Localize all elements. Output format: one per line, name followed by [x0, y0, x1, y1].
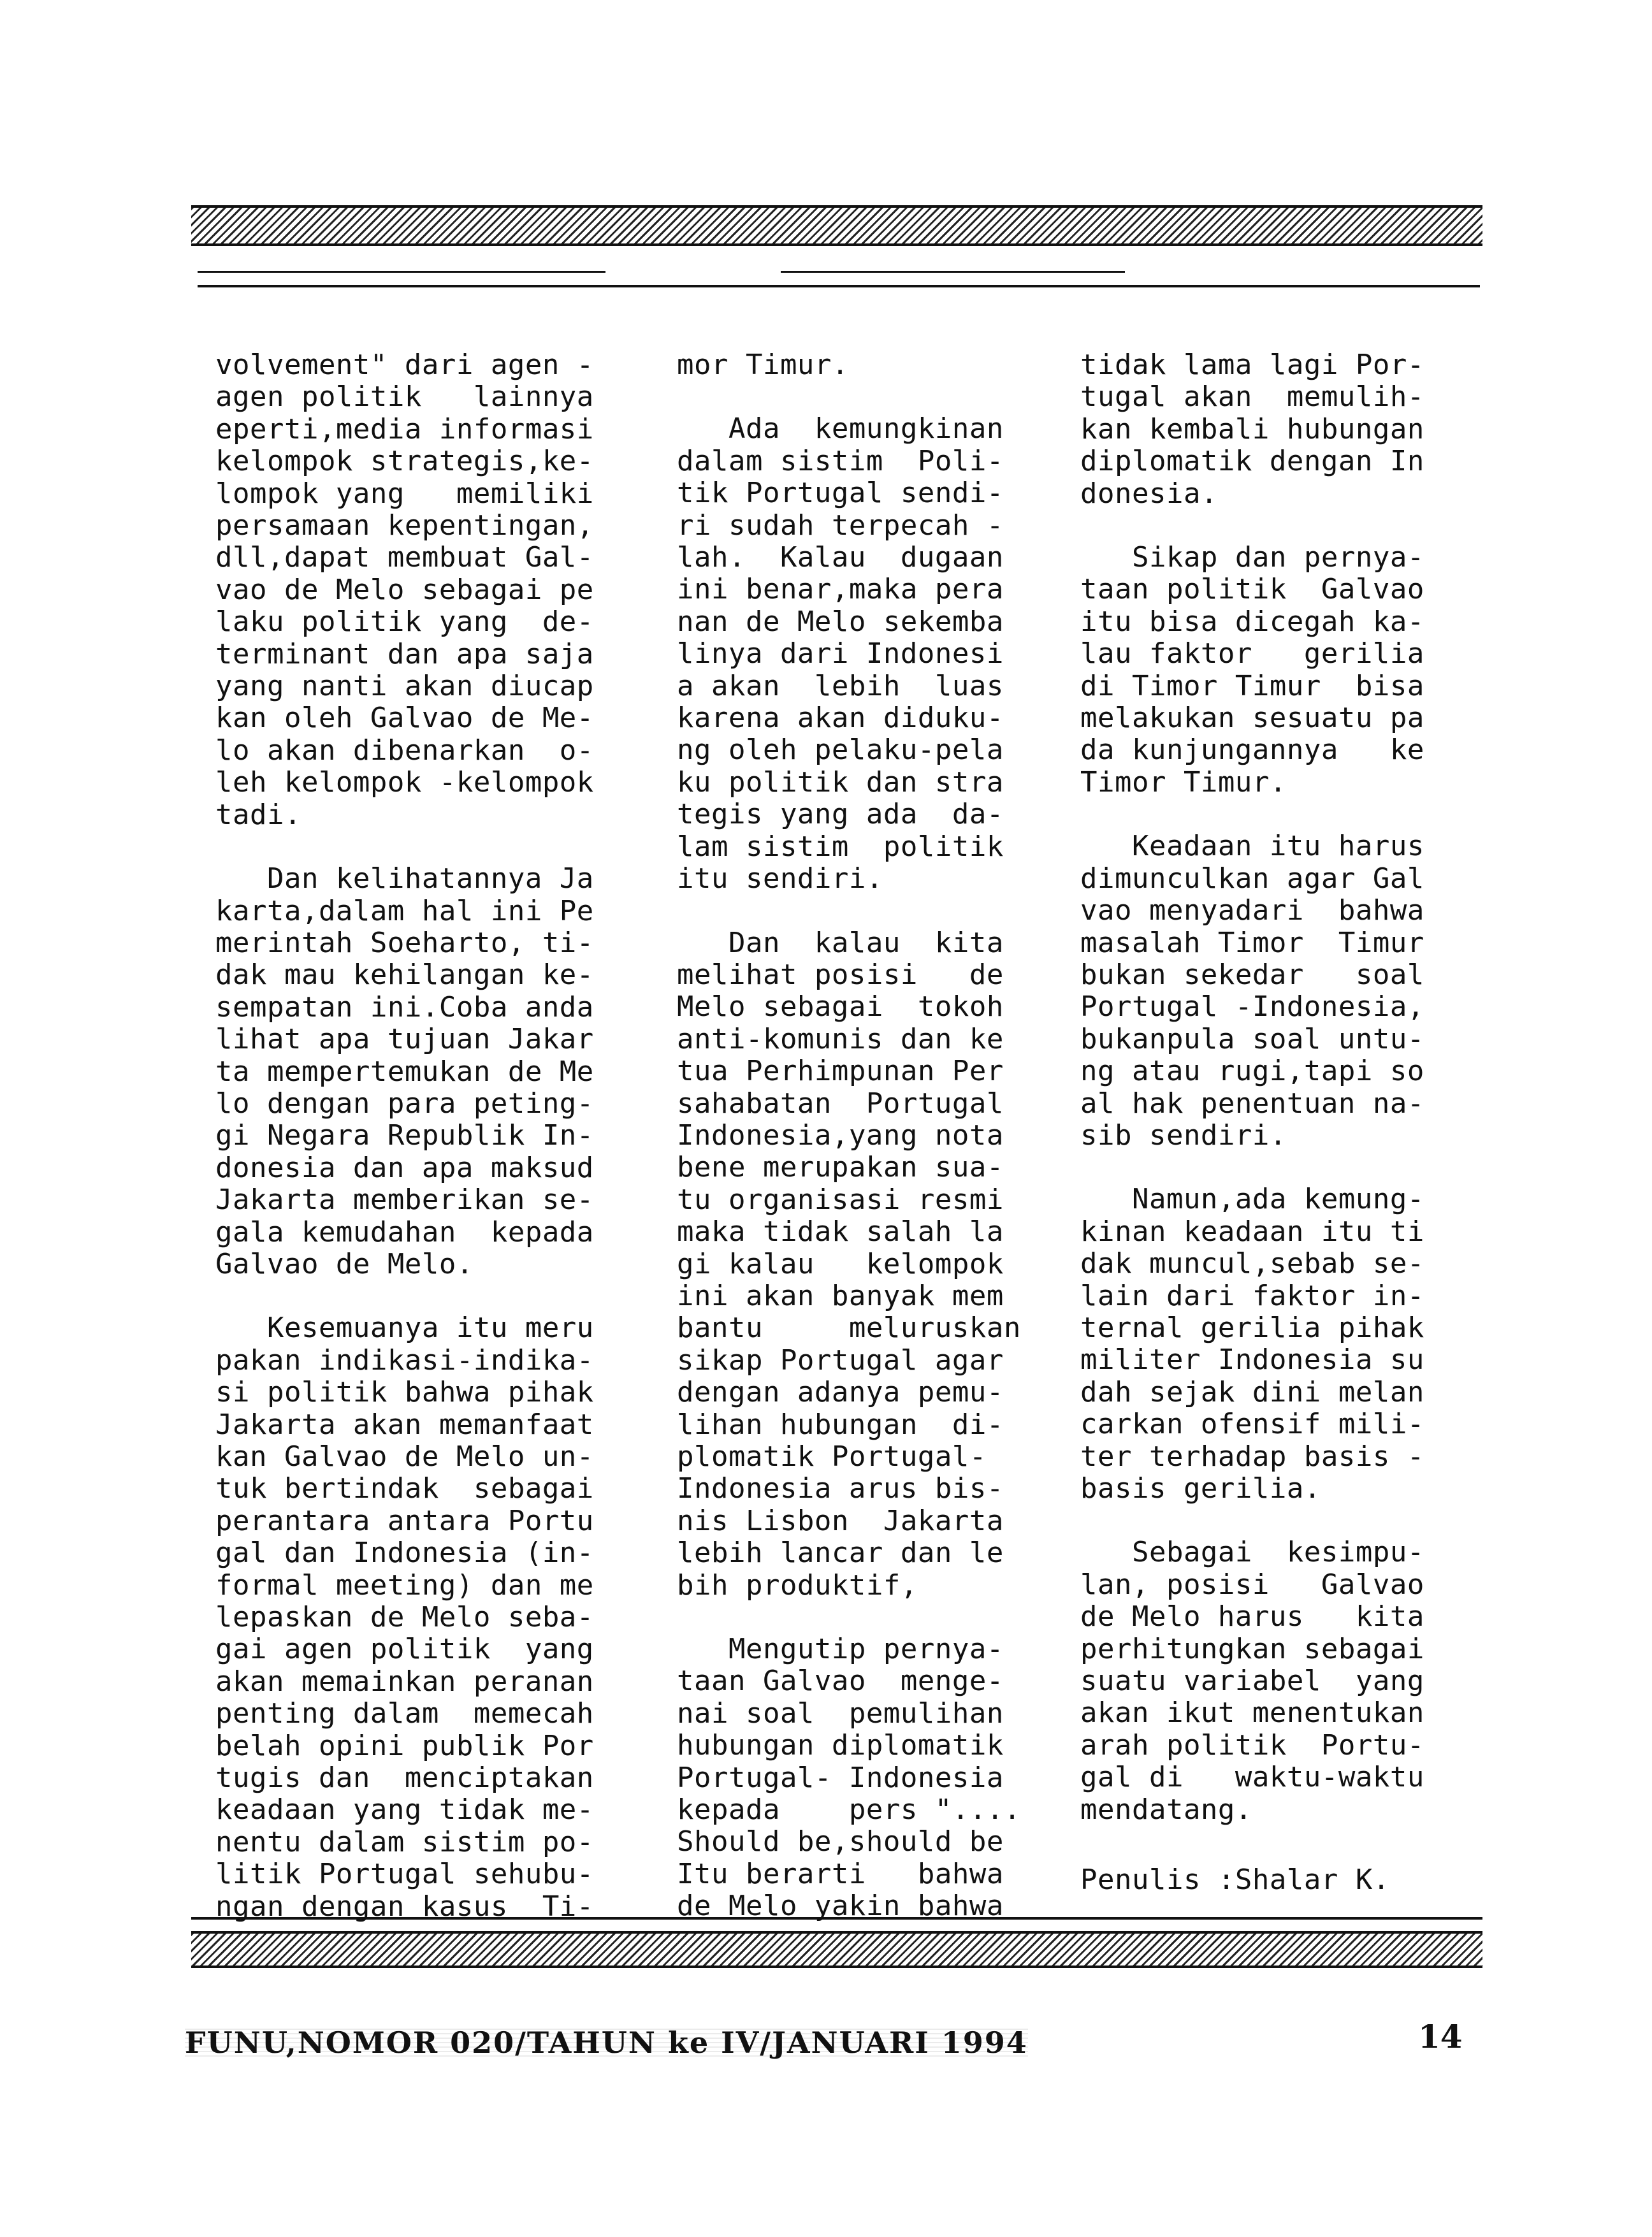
publication-info: FUNU,NOMOR 020/TAHUN ke IV/JANUARI 1994: [185, 2025, 1028, 2060]
paragraph: Keadaan itu harus dimunculkan agar Gal vao menyadari bahwa masalah Timor Timur bukan sekedar soal Portugal -Indonesia, bukanpula soal untu- ng atau rugi,tapi so al hak penentuan na- sib sendiri.: [1080, 830, 1424, 1152]
paragraph: Ada kemungkinan dalam sistim Poli- tik Portugal sendi- ri sudah terpecah - lah. Kalau dugaan ini benar,maka pera nan de Melo sekemba linya dari Indonesi a akan lebih luas karena akan diduku- ng oleh pelaku-pela ku politik dan stra tegis yang ada da- lam sistim politik itu sendiri.: [677, 412, 1004, 895]
paragraph: Dan kalau kita melihat posisi de Melo sebagai tokoh anti-komunis dan ke tua Perhimpunan Per sahabatan Portugal Indonesia,yang nota bene merupakan sua- tu organisasi resmi maka tidak salah la gi kalau kelompok ini akan banyak mem bantu meluruskan sikap Portugal agar dengan adanya pemu- lihan hubungan di- plomatik Portugal- Indonesia arus bis- nis Lisbon Jakarta lebih lancar dan le bih produktif,: [677, 926, 1021, 1602]
text-column-2: [677, 349, 1123, 1955]
text-column-1: [215, 349, 662, 1955]
paragraph: Dan kelihatannya Ja karta,dalam hal ini Pe merintah Soeharto, ti- dak mau kehilangan ke- sempatan ini.Coba anda lihat apa tujuan Jakar ta mempertemukan de Me lo dengan para peting- gi Negara Republik In- donesia dan apa maksud Jakarta memberikan se- gala kemudahan kepada Galvao de Melo.: [215, 862, 594, 1280]
paragraph: Namun,ada kemung- kinan keadaan itu ti dak muncul,sebab se- lain dari faktor in- ternal gerilia pihak militer Indonesia su dah sejak dini melan carkan ofensif mili- ter terhadap basis - basis gerilia.: [1080, 1183, 1424, 1505]
header-rule-full: [198, 285, 1480, 287]
paragraph: mor Timur.: [677, 349, 849, 381]
header-hatch-band: [191, 205, 1482, 246]
paragraph: Sikap dan pernya- taan politik Galvao itu bisa dicegah ka- lau faktor gerilia di Timor Timur bisa melakukan sesuatu pa da kunjungannya ke Timor Timur.: [1080, 541, 1424, 799]
footer-hatch-band: [191, 1931, 1482, 1968]
header-rule-left: [198, 271, 605, 273]
paragraph: tidak lama lagi Por- tugal akan memulih- kan kembali hubungan diplomatik dengan In donesia.: [1080, 349, 1424, 510]
paragraph: volvement" dari agen - agen politik lainnya eperti,media informasi kelompok strategis,ke- lompok yang memiliki persamaan kepentingan, dll,dapat membuat Gal- vao de Melo sebagai pe laku politik yang de- terminant dan apa saja yang nanti akan diucap kan oleh Galvao de Me- lo akan dibenarkan o- leh kelompok -kelompok tadi.: [215, 349, 594, 831]
page-number: 14: [1418, 2018, 1463, 2055]
paragraph: Mengutip pernya- taan Galvao menge- nai soal pemulihan hubungan diplomatik Portugal- Indonesia kepada pers ".... Should be,should be Itu berarti bahwa de Melo yakin bahwa: [677, 1633, 1021, 1923]
paragraph: Sebagai kesimpu- lan, posisi Galvao de Melo harus kita perhitungkan sebagai suatu variabel yang akan ikut menentukan arah politik Portu- gal di waktu-waktu mendatang.: [1080, 1536, 1424, 1826]
footer-rule: [191, 1917, 1482, 1920]
author-signature: Penulis :Shalar K.: [1080, 1864, 1390, 1897]
paragraph: Kesemuanya itu meru pakan indikasi-indika- si politik bahwa pihak Jakarta akan memanfaat kan Galvao de Melo un- tuk bertindak sebagai perantara antara Portu gal dan Indonesia (in- formal meeting) dan me lepaskan de Melo seba- gai agen politik yang akan memainkan peranan penting dalam memecah belah opini publik Por tugis dan menciptakan keadaan yang tidak me- nentu dalam sistim po- litik Portugal sehubu- ngan dengan kasus Ti-: [215, 1312, 594, 1923]
header-rule-center: [781, 271, 1125, 273]
text-column-3: [1080, 349, 1526, 1896]
